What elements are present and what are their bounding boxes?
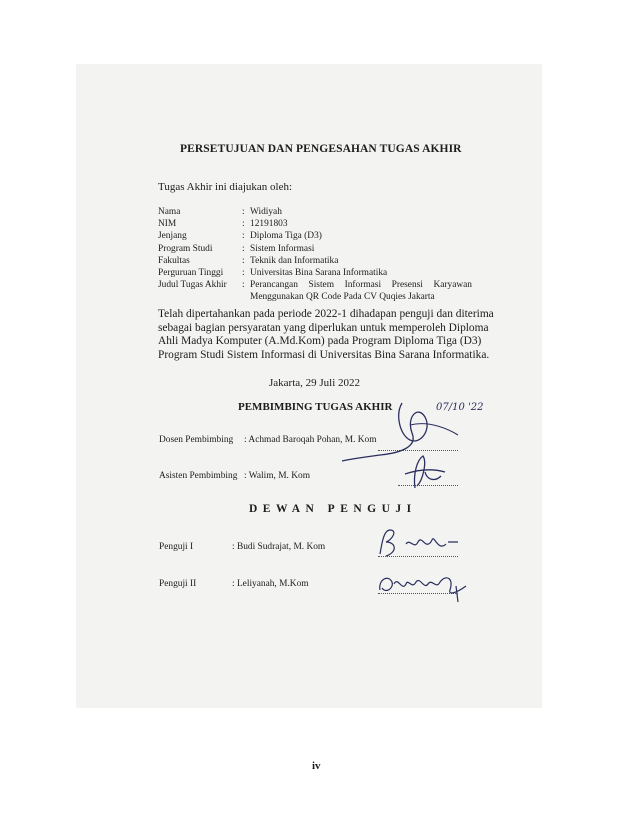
info-separator: : xyxy=(242,280,245,291)
page-number: iv xyxy=(312,760,321,772)
info-label: Judul Tugas Akhir xyxy=(158,280,227,291)
approval-paragraph xyxy=(158,308,494,362)
asisten-signature xyxy=(395,452,455,492)
paragraph-line: Telah dipertahankan pada periode 2022-1 dihadapan penguji dan diterima xyxy=(158,308,494,320)
info-value: Universitas Bina Sarana Informatika xyxy=(250,268,388,279)
penguji1-name: : Budi Sudrajat, M. Kom xyxy=(232,542,326,552)
penguji1-signature xyxy=(376,524,466,564)
info-label: Fakultas xyxy=(158,255,190,266)
info-separator: : xyxy=(242,268,245,279)
info-label: Perguruan Tinggi xyxy=(158,268,224,279)
info-row-fakultas xyxy=(158,255,472,267)
info-row-jenjang xyxy=(158,230,472,242)
document-title: PERSETUJUAN DAN PENGESAHAN TUGAS AKHIR xyxy=(180,143,462,155)
info-label: Program Studi xyxy=(158,243,213,254)
penguji2-signature xyxy=(374,566,474,608)
info-row-nim xyxy=(158,218,472,230)
penguji2-name: : Leliyanah, M.Kom xyxy=(232,579,309,589)
info-separator: : xyxy=(242,231,245,242)
info-value: Widiyah xyxy=(250,207,282,217)
info-row-nama xyxy=(158,206,472,218)
dosen-label: Dosen Pembimbing xyxy=(159,435,234,445)
info-value: Diploma Tiga (D3) xyxy=(250,231,322,242)
dewan-penguji-heading: DEWAN PENGUJI xyxy=(249,503,417,515)
pembimbing-heading: PEMBIMBING TUGAS AKHIR xyxy=(238,401,393,413)
info-label: Nama xyxy=(158,207,181,217)
info-value-continued: Menggunakan QR Code Pada CV Quqies Jakarta xyxy=(250,292,435,303)
dosen-name: : Achmad Baroqah Pohan, M. Kom xyxy=(244,435,377,445)
handwritten-date: 07/10 '22 xyxy=(436,402,484,413)
info-value: Perancangan Sistem Informasi Presensi Karyawan xyxy=(250,280,472,291)
paragraph-line: sebagai bagian persyaratan yang diperlukan untuk memperoleh Diploma xyxy=(158,321,489,334)
info-row-program-studi xyxy=(158,243,472,255)
info-label: Jenjang xyxy=(158,231,187,242)
info-separator: : xyxy=(242,243,245,254)
paragraph-line: Ahli Madya Komputer (A.Md.Kom) pada Program Diploma Tiga (D3) xyxy=(158,335,482,348)
intro-text: Tugas Akhir ini diajukan oleh: xyxy=(158,181,293,193)
info-value: Teknik dan Informatika xyxy=(250,255,339,266)
info-separator: : xyxy=(242,255,245,266)
penguji1-label: Penguji I xyxy=(159,542,194,552)
info-value: 12191803 xyxy=(250,219,288,230)
asisten-name: : Walim, M. Kom xyxy=(244,471,310,481)
info-separator: : xyxy=(242,219,245,230)
student-info-table xyxy=(158,206,472,304)
asisten-label: Asisten Pembimbing xyxy=(159,471,238,481)
date-place: Jakarta, 29 Juli 2022 xyxy=(269,377,361,389)
info-value: Sistem Informasi xyxy=(250,243,315,254)
info-row-perguruan-tinggi xyxy=(158,267,472,279)
penguji2-label: Penguji II xyxy=(159,579,197,589)
info-separator: : xyxy=(242,207,245,217)
paragraph-line: Program Studi Sistem Informasi di Universitas Bina Sarana Informatika. xyxy=(158,348,490,361)
info-row-judul xyxy=(158,279,472,291)
info-label: NIM xyxy=(158,219,177,230)
